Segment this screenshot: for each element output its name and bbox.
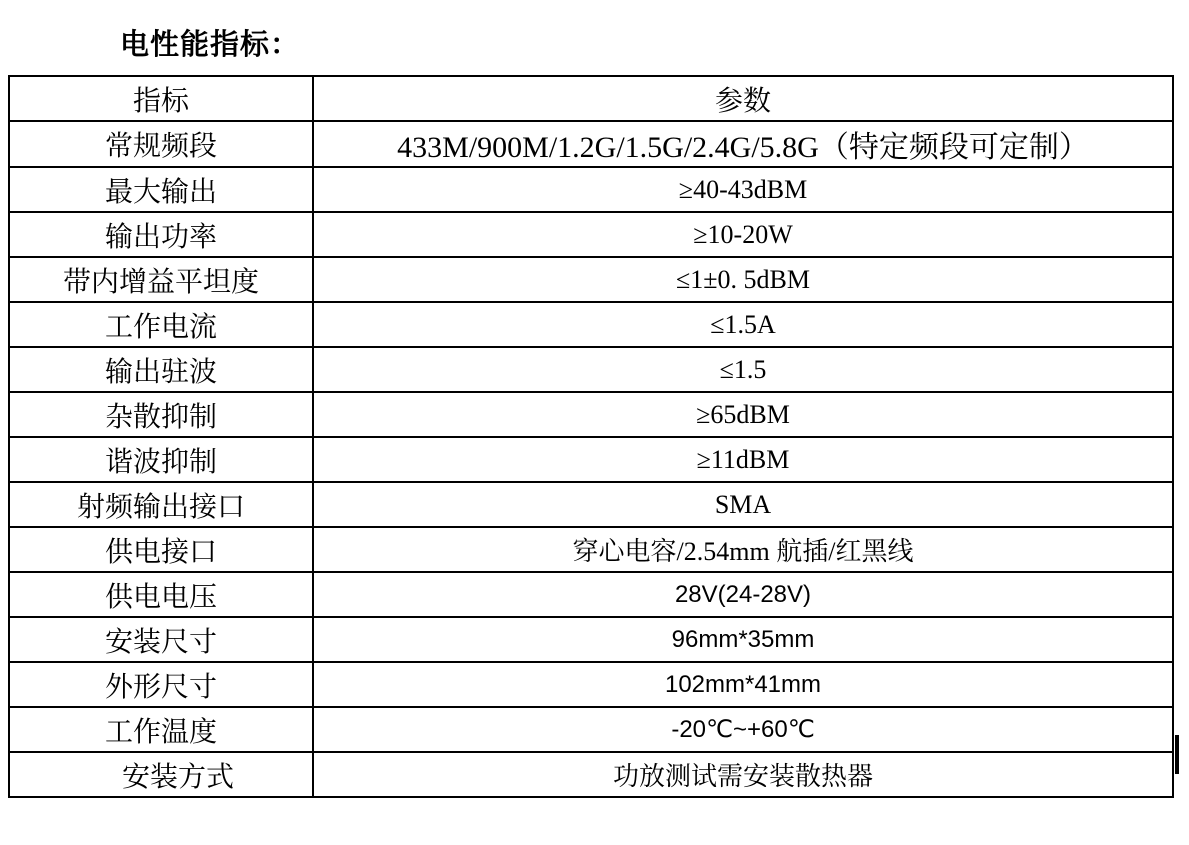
spec-value: ≥65dBM <box>313 392 1173 437</box>
table-row <box>9 437 1173 482</box>
header-parameter: 参数 <box>313 76 1173 121</box>
spec-label: 最大输出 <box>9 167 313 212</box>
spec-label: 带内增益平坦度 <box>9 257 313 302</box>
spec-label: 谐波抑制 <box>9 437 313 482</box>
spec-label: 常规频段 <box>9 121 313 167</box>
spec-value: ≥40-43dBM <box>313 167 1173 212</box>
table-row <box>9 527 1173 572</box>
spec-label: 输出功率 <box>9 212 313 257</box>
spec-value: 功放测试需安装散热器 <box>313 752 1173 797</box>
text-cursor-artifact <box>1175 735 1179 774</box>
table-row <box>9 707 1173 752</box>
spec-label: 供电电压 <box>9 572 313 617</box>
spec-table-body <box>9 121 1173 797</box>
spec-table <box>8 75 1174 798</box>
spec-value: ≤1.5 <box>313 347 1173 392</box>
table-row <box>9 302 1173 347</box>
spec-label: 供电接口 <box>9 527 313 572</box>
spec-value: 穿心电容/2.54mm 航插/红黑线 <box>313 527 1173 572</box>
spec-label: 安装方式 <box>9 752 313 797</box>
spec-label: 工作温度 <box>9 707 313 752</box>
table-row <box>9 482 1173 527</box>
spec-value: ≥11dBM <box>313 437 1173 482</box>
header-indicator: 指标 <box>9 76 313 121</box>
spec-value: ≤1.5A <box>313 302 1173 347</box>
table-row <box>9 662 1173 707</box>
spec-label: 杂散抑制 <box>9 392 313 437</box>
spec-value: ≤1±0. 5dBM <box>313 257 1173 302</box>
spec-label: 工作电流 <box>9 302 313 347</box>
spec-value: ≥10-20W <box>313 212 1173 257</box>
page-title: 电性能指标： <box>120 29 301 61</box>
table-row <box>9 167 1173 212</box>
table-row <box>9 212 1173 257</box>
spec-value: 96mm*35mm <box>313 617 1173 662</box>
spec-value: 102mm*41mm <box>313 662 1173 707</box>
spec-value: 28V(24-28V) <box>313 572 1173 617</box>
spec-value: -20℃~+60℃ <box>313 707 1173 752</box>
table-row <box>9 392 1173 437</box>
table-row <box>9 347 1173 392</box>
spec-label: 射频输出接口 <box>9 482 313 527</box>
table-row <box>9 572 1173 617</box>
header-row <box>9 76 1173 121</box>
spec-label: 输出驻波 <box>9 347 313 392</box>
spec-value: SMA <box>313 482 1173 527</box>
spec-value: 433M/900M/1.2G/1.5G/2.4G/5.8G（特定频段可定制） <box>313 121 1173 167</box>
spec-label: 安装尺寸 <box>9 617 313 662</box>
table-row <box>9 257 1173 302</box>
table-row <box>9 752 1173 797</box>
table-row <box>9 617 1173 662</box>
table-row <box>9 121 1173 167</box>
spec-label: 外形尺寸 <box>9 662 313 707</box>
